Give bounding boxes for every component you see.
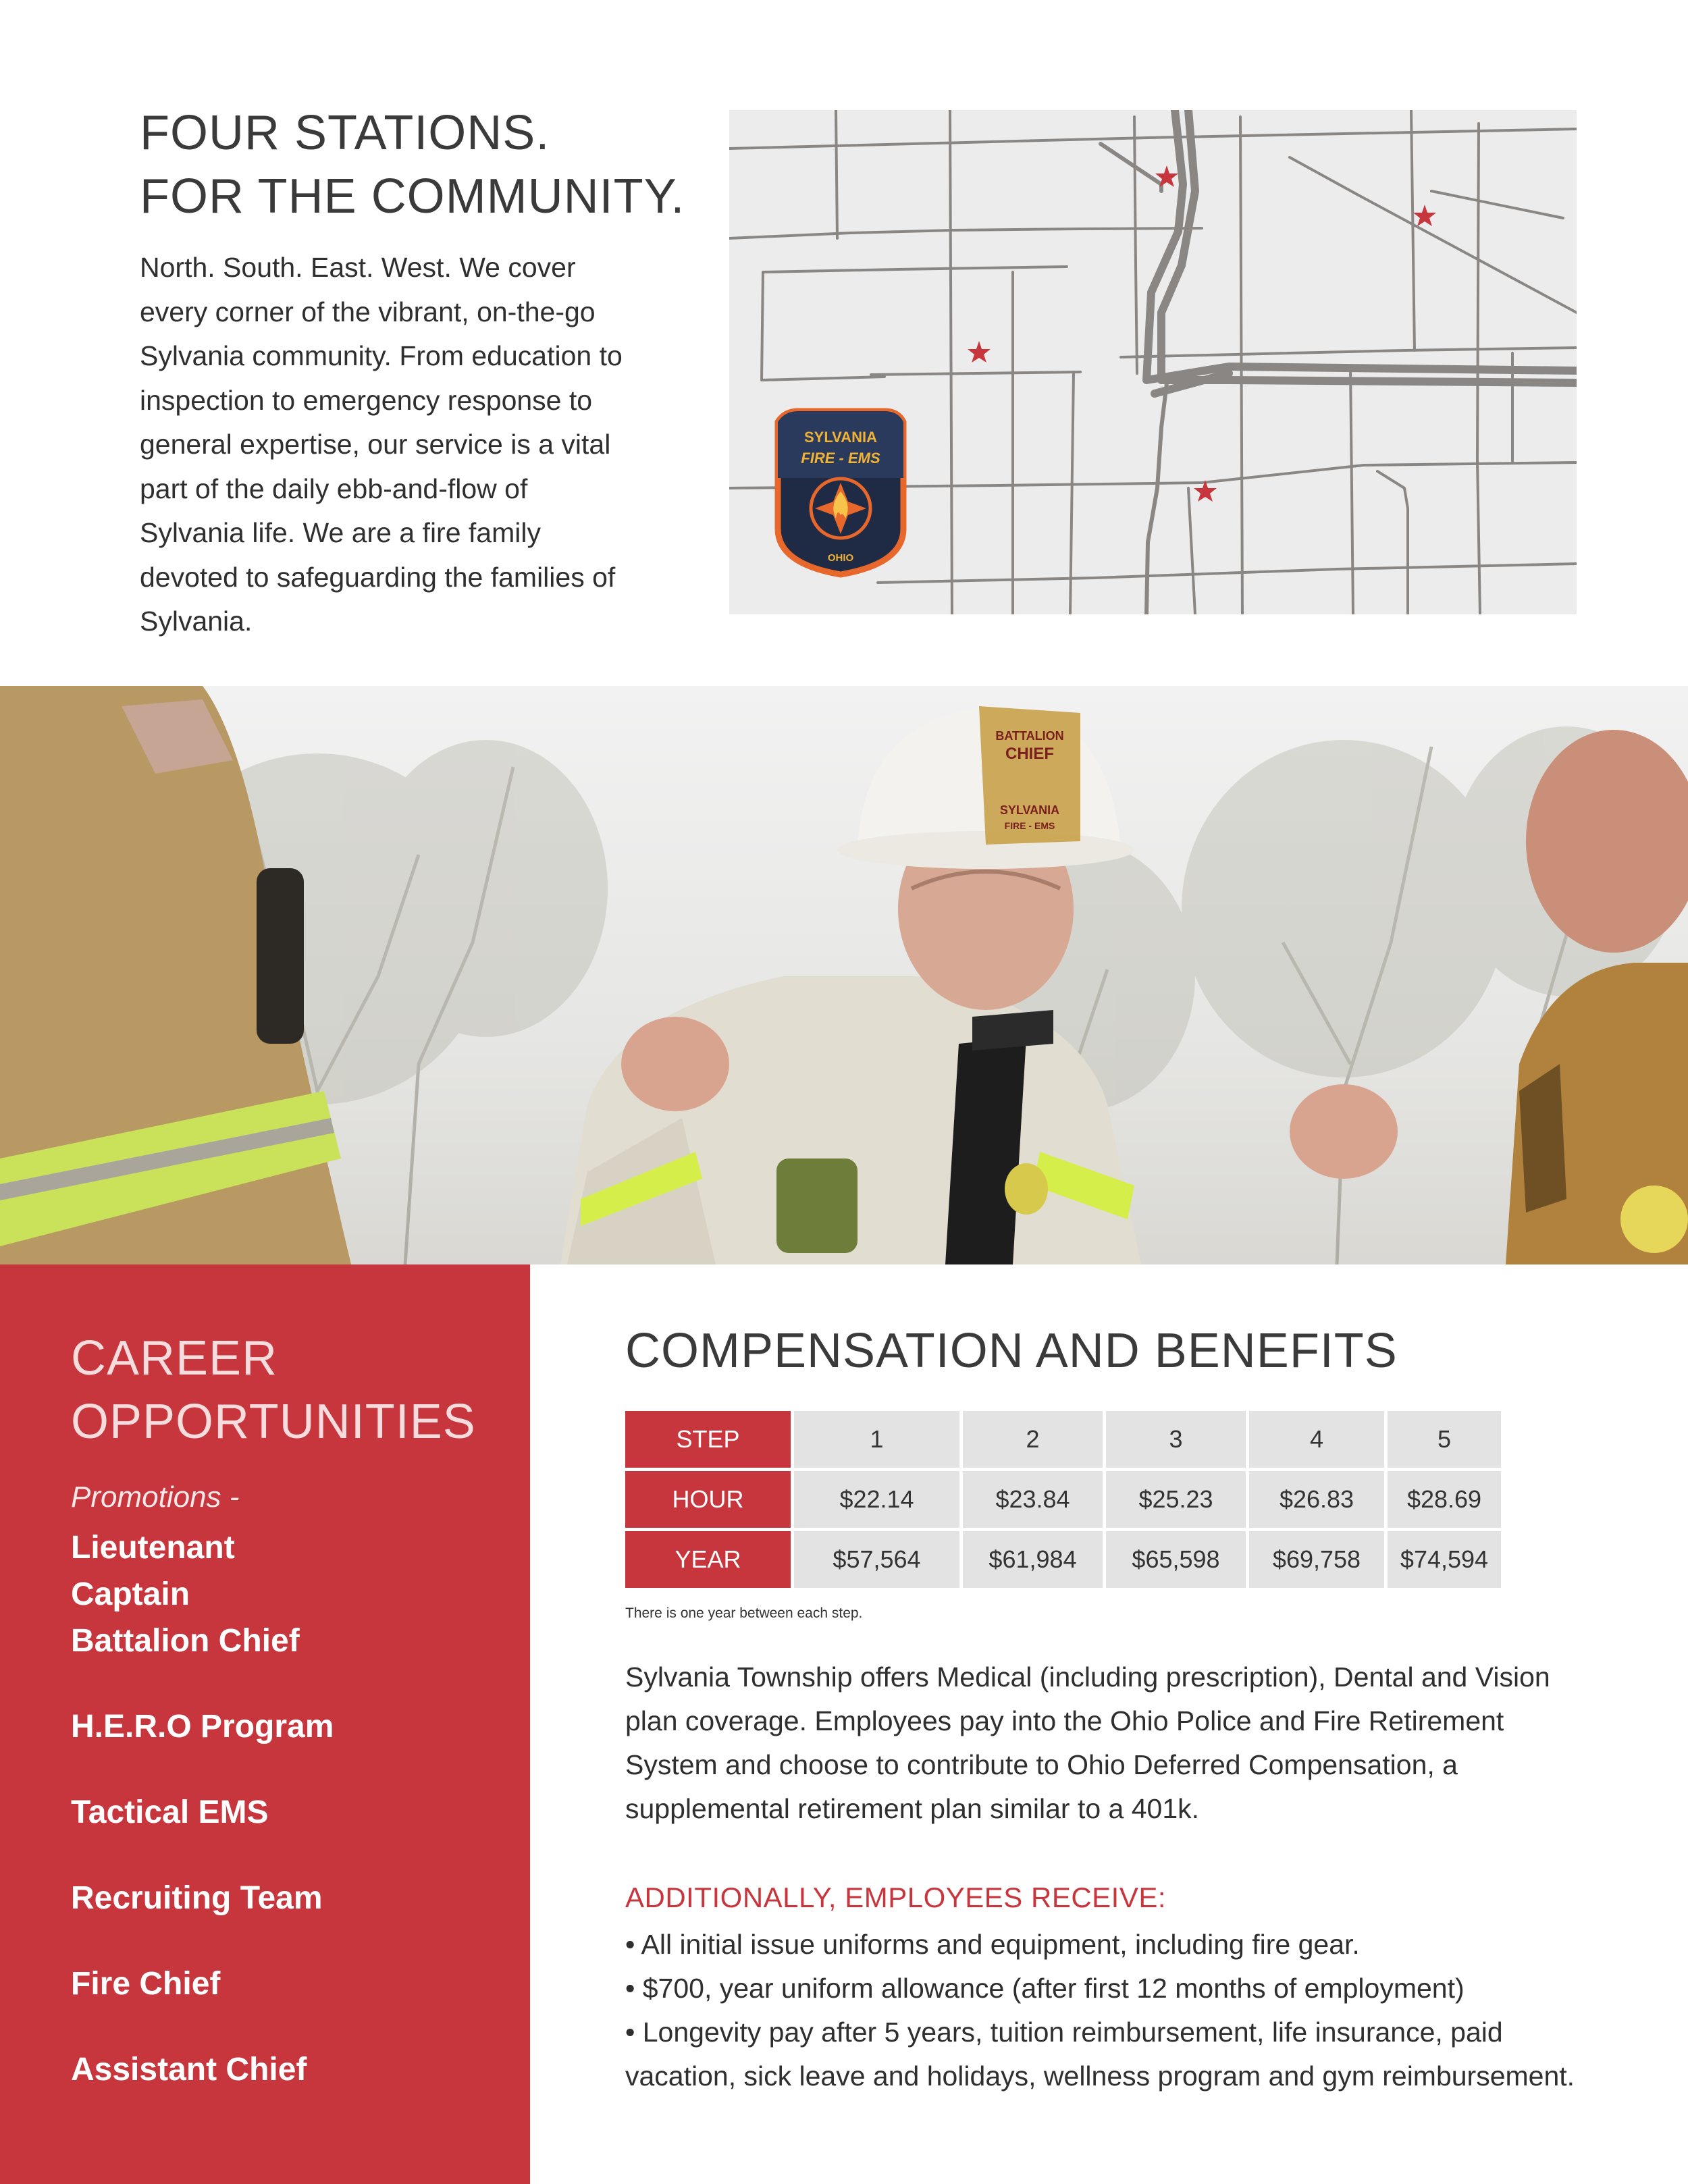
table-footnote: There is one year between each step. bbox=[625, 1605, 863, 1621]
list-item: • Longevity pay after 5 years, tuition reimbursement, life insurance, paid vacation, sick leave and holidays, wellness program and gym reimbursement. bbox=[625, 2017, 1575, 2092]
station-markers bbox=[968, 165, 1436, 502]
helmet-text-line2: CHIEF bbox=[1005, 745, 1054, 763]
program-item: H.E.R.O Program bbox=[71, 1709, 334, 1744]
program-item: Assistant Chief bbox=[71, 2052, 307, 2087]
station-map bbox=[729, 110, 1577, 614]
step-cell: 4 bbox=[1249, 1411, 1384, 1468]
additional-benefits-list bbox=[625, 1923, 1584, 2098]
station-star-icon bbox=[1413, 205, 1436, 226]
station-star-icon bbox=[968, 341, 991, 363]
hourly-cell: $26.83 bbox=[1249, 1471, 1384, 1528]
list-item: • All initial issue uniforms and equipment, including fire gear. bbox=[625, 1929, 1360, 1960]
photo-illustration bbox=[0, 686, 1688, 1264]
row-label-step: STEP bbox=[625, 1411, 791, 1468]
row-label-hour: HOUR bbox=[625, 1471, 791, 1528]
program-item: Recruiting Team bbox=[71, 1880, 323, 1916]
additional-benefits-title: ADDITIONALLY, EMPLOYEES RECEIVE: bbox=[625, 1882, 1167, 1913]
program-item: Fire Chief bbox=[71, 1966, 221, 2002]
road-map bbox=[729, 110, 1577, 614]
helmet-text-line1: BATTALION bbox=[995, 729, 1064, 743]
badge-mid-text: FIRE - EMS bbox=[801, 450, 880, 467]
sylvania-fire-ems-badge-icon bbox=[778, 411, 903, 575]
page-headline bbox=[140, 101, 685, 228]
career-title-line-2: OPPORTUNITIES bbox=[71, 1395, 476, 1449]
promotions-label: Promotions - bbox=[71, 1481, 240, 1514]
headline-line-2: FOR THE COMMUNITY. bbox=[140, 169, 685, 223]
compensation-title: COMPENSATION AND BENEFITS bbox=[625, 1324, 1398, 1378]
firefighters-photo bbox=[0, 686, 1688, 1264]
helmet-text-line4: FIRE - EMS bbox=[1004, 820, 1055, 831]
program-item: Tactical EMS bbox=[71, 1794, 269, 1830]
step-cell: 3 bbox=[1106, 1411, 1246, 1468]
career-title-line-1: CAREER bbox=[71, 1331, 278, 1385]
row-label-year: YEAR bbox=[625, 1531, 791, 1588]
badge-top-text: SYLVANIA bbox=[804, 429, 877, 446]
right-firefighter bbox=[1506, 730, 1688, 1264]
hourly-cell: $25.23 bbox=[1106, 1471, 1246, 1528]
career-opportunities-panel bbox=[0, 1264, 530, 2184]
yearly-cell: $74,594 bbox=[1388, 1531, 1501, 1588]
badge-bottom-text: OHIO bbox=[827, 552, 854, 564]
hourly-cell: $22.14 bbox=[794, 1471, 959, 1528]
list-item: • $700, year uniform allowance (after first 12 months of employment) bbox=[625, 1973, 1465, 2004]
promotion-item: Battalion Chief bbox=[71, 1623, 300, 1659]
promotion-item: Captain bbox=[71, 1576, 190, 1612]
step-cell: 2 bbox=[963, 1411, 1103, 1468]
career-title bbox=[71, 1327, 476, 1454]
benefits-paragraph: Sylvania Township offers Medical (including prescription), Dental and Vision plan coverage. Employees pay into the Ohio Police and Fire Retirement System and choose to contribute to Ohio Deferred Compensation, a supplemental retirement plan similar to a 401k. bbox=[625, 1661, 1550, 1824]
career-list bbox=[71, 1524, 334, 2093]
yearly-cell: $65,598 bbox=[1106, 1531, 1246, 1588]
hourly-cell: $23.84 bbox=[963, 1471, 1103, 1528]
step-cell: 5 bbox=[1388, 1411, 1501, 1468]
step-cell: 1 bbox=[794, 1411, 959, 1468]
yearly-cell: $69,758 bbox=[1249, 1531, 1384, 1588]
helmet-text-line3: SYLVANIA bbox=[999, 803, 1060, 817]
yearly-cell: $61,984 bbox=[963, 1531, 1103, 1588]
promotion-item: Lieutenant bbox=[71, 1530, 235, 1566]
intro-paragraph: North. South. East. West. We cover every corner of the vibrant, on-the-go Sylvania community. From education to inspection to emergency response to general expertise, our service is a vital part of the daily ebb-and-flow of Sylvania life. We are a fire family devoted to safeguarding the families of Sylvania. bbox=[140, 252, 623, 637]
hourly-cell: $28.69 bbox=[1388, 1471, 1501, 1528]
yearly-cell: $57,564 bbox=[794, 1531, 959, 1588]
headline-line-1: FOUR STATIONS. bbox=[140, 106, 550, 160]
